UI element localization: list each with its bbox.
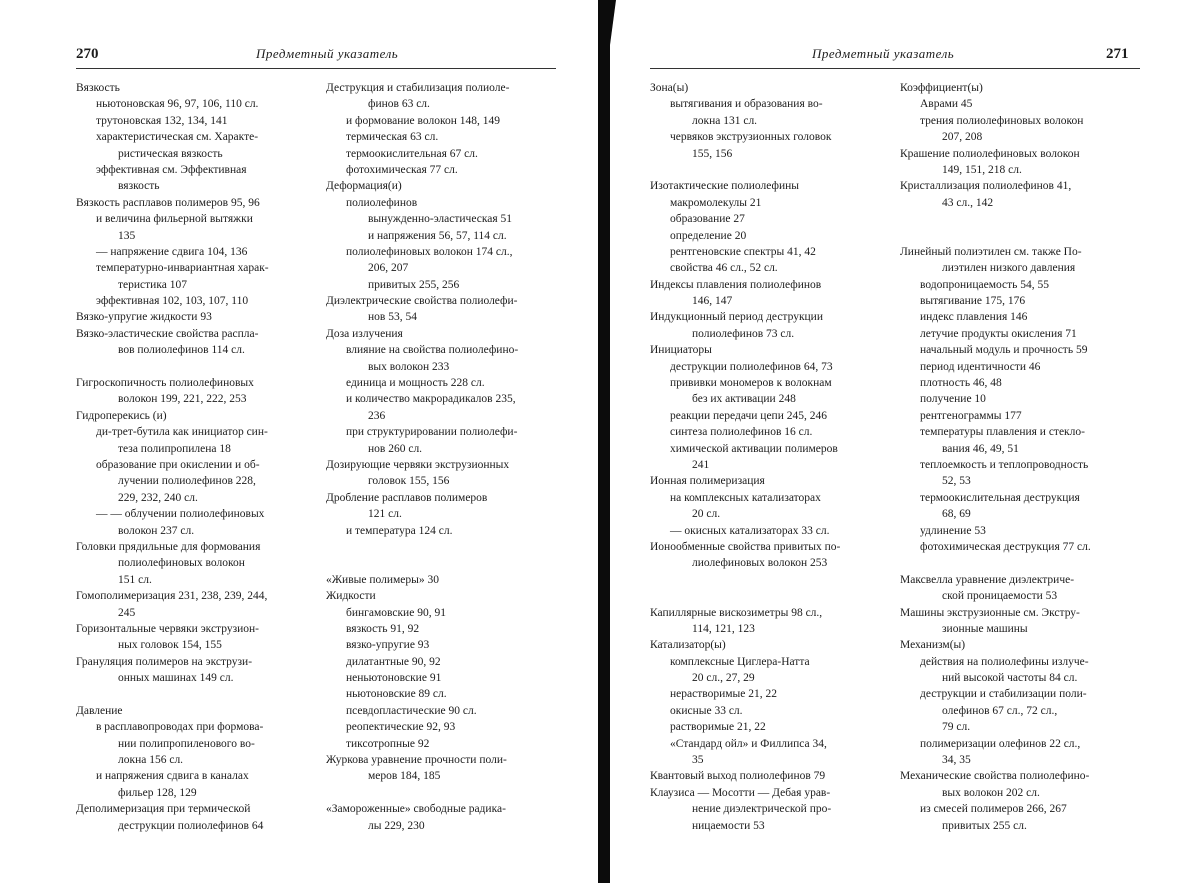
index-subentry: 114, 121, 123 (692, 622, 755, 635)
index-entry: Кристаллизация полиолефинов 41, (900, 180, 1072, 193)
index-subentry: рентгеновские спектры 41, 42 (670, 245, 816, 258)
index-entry: Вязко-эластические свойства распла- (76, 327, 259, 340)
index-subentry: образование 27 (670, 213, 745, 226)
running-header-left: Предметный указатель (256, 46, 399, 61)
page-number-right: 271 (1106, 46, 1129, 62)
index-spacer (76, 359, 308, 375)
index-subentry: локна 156 сл. (118, 754, 184, 767)
index-column-4 (900, 80, 1140, 834)
index-subentry: полиолефинов 73 сл. (692, 327, 795, 340)
index-subentry: растворимые 21, 22 (670, 721, 766, 734)
index-subentry: лиолефиновых волокон 253 (692, 557, 828, 570)
index-subentry: характеристическая см. Характе- (96, 131, 259, 144)
index-subentry: дилатантные 90, 92 (346, 655, 441, 668)
index-entry: Диэлектрические свойства полиолефи- (326, 295, 518, 308)
index-entry: Вязкость (76, 82, 120, 94)
index-spacer (326, 555, 558, 571)
left-page (0, 0, 598, 883)
index-entry: Коэффициент(ы) (900, 82, 983, 94)
index-subentry: прививки мономеров к волокнам (670, 377, 832, 390)
index-subentry: неньютоновские 91 (346, 672, 442, 685)
index-subentry: удлинение 53 (920, 524, 986, 537)
index-subentry: 20 сл. (692, 508, 721, 521)
index-subentry: меров 184, 185 (368, 770, 441, 783)
index-entry: Давление (76, 704, 123, 717)
index-subentry: на комплексных катализаторах (670, 491, 821, 504)
index-subentry: фотохимическая 77 сл. (346, 163, 458, 176)
index-subentry: начальный модуль и прочность 59 (920, 344, 1088, 357)
index-subentry: фильер 128, 129 (118, 786, 197, 799)
right-page (610, 0, 1200, 883)
index-subentry: — окисных катализаторах 33 сл. (670, 524, 830, 537)
index-entry: Гигроскопичность полиолефиновых (76, 377, 254, 390)
index-entry: Индукционный период деструкции (650, 311, 823, 324)
index-subentry: влияние на свойства полиолефино- (346, 344, 519, 357)
index-subentry: нерастворимые 21, 22 (670, 688, 777, 701)
index-subentry: окисные 33 сл. (670, 704, 743, 717)
index-subentry: теристика 107 (118, 278, 187, 291)
index-entry: Журкова уравнение прочности поли- (326, 754, 507, 767)
index-spacer (900, 211, 1140, 227)
index-subentry: 146, 147 (692, 295, 733, 308)
index-spacer (650, 162, 882, 178)
index-subentry: водопроницаемость 54, 55 (920, 278, 1050, 291)
index-subentry: вязкость (118, 180, 160, 193)
index-entry: Горизонтальные червяки экструзион- (76, 622, 259, 635)
index-subentry: ных головок 154, 155 (118, 639, 222, 652)
index-subentry: ний высокой частоты 84 сл. (942, 672, 1078, 685)
index-subentry: 155, 156 (692, 147, 733, 160)
index-entry: Деформация(и) (326, 180, 402, 193)
index-spacer (326, 785, 558, 801)
index-subentry: и напряжения сдвига в каналах (96, 770, 249, 783)
index-subentry: реопектические 92, 93 (346, 721, 456, 734)
index-entry: Ионная полимеризация (650, 475, 765, 488)
index-subentry: вов полиолефинов 114 сл. (118, 344, 245, 357)
index-entry: Механические свойства полиолефино- (900, 770, 1090, 783)
index-entry: Крашение полиолефиновых волокон (900, 147, 1080, 160)
index-subentry: вынужденно-эластическая 51 (368, 213, 513, 226)
index-subentry: Аврами 45 (920, 98, 973, 111)
index-entry: Деполимеризация при термической (76, 803, 251, 816)
index-subentry: термоокислительная деструкция (920, 491, 1080, 504)
index-spacer (650, 572, 882, 588)
index-subentry: и напряжения 56, 57, 114 сл. (368, 229, 507, 242)
index-subentry: финов 63 сл. (368, 98, 430, 111)
index-subentry: волокон 237 сл. (118, 524, 195, 537)
index-subentry: макромолекулы 21 (670, 196, 762, 209)
index-subentry: эффективная см. Эффективная (96, 163, 247, 176)
index-subentry: нение диэлектрической про- (692, 803, 832, 816)
index-subentry: деструкции и стабилизации поли- (920, 688, 1087, 701)
index-subentry: 151 сл. (118, 573, 152, 586)
index-subentry: волокон 199, 221, 222, 253 (118, 393, 247, 406)
header-rule-right (650, 68, 1140, 69)
index-subentry: привитых 255 сл. (942, 819, 1027, 832)
index-subentry: 229, 232, 240 сл. (118, 491, 198, 504)
index-entry: Грануляция полимеров на экструзи- (76, 655, 253, 668)
index-subentry: летучие продукты окисления 71 (920, 327, 1077, 340)
index-subentry: вых волокон 233 (368, 360, 450, 373)
index-subentry: олефинов 67 сл., 72 сл., (942, 704, 1058, 717)
index-subentry: деструкции полиолефинов 64, 73 (670, 360, 833, 373)
index-entry: Квантовый выход полиолефинов 79 (650, 770, 826, 783)
index-subentry: лы 229, 230 (368, 819, 425, 832)
index-subentry: — — облучении полиолефиновых (96, 508, 265, 521)
index-subentry: определение 20 (670, 229, 747, 242)
index-subentry: нов 260 сл. (368, 442, 423, 455)
index-subentry: 43 сл., 142 (942, 196, 994, 209)
index-subentry: полимеризации олефинов 22 сл., (920, 737, 1081, 750)
index-entry: Максвелла уравнение диэлектриче- (900, 573, 1075, 586)
index-subentry: 206, 207 (368, 262, 409, 275)
index-subentry: эффективная 102, 103, 107, 110 (96, 295, 249, 308)
index-entry: Жидкости (326, 590, 376, 603)
index-spacer (326, 539, 558, 555)
index-entry: Катализатор(ы) (650, 639, 726, 652)
index-entry: Капиллярные вискозиметры 98 сл., (650, 606, 823, 619)
book-gutter (598, 0, 610, 883)
index-subentry: зионные машины (942, 622, 1028, 635)
index-subentry: — напряжение сдвига 104, 136 (96, 245, 248, 258)
index-subentry: индекс плавления 146 (920, 311, 1028, 324)
index-subentry: 35 (692, 754, 704, 767)
index-subentry: 207, 208 (942, 131, 983, 144)
index-subentry: лучении полиолефинов 228, (118, 475, 256, 488)
page-number-left: 270 (76, 46, 99, 62)
index-subentry: лиэтилен низкого давления (942, 262, 1076, 275)
index-subentry: ди-трет-бутила как инициатор син- (96, 426, 268, 439)
index-entry: Механизм(ы) (900, 639, 966, 652)
index-subentry: псевдопластические 90 сл. (346, 704, 477, 717)
index-subentry: получение 10 (920, 393, 986, 406)
index-subentry: 79 сл. (942, 721, 971, 734)
index-subentry: единица и мощность 228 сл. (346, 377, 485, 390)
index-subentry: синтеза полиолефинов 16 сл. (670, 426, 813, 439)
index-subentry: 245 (118, 606, 136, 619)
index-entry: Дробление расплавов полимеров (326, 491, 488, 504)
index-spacer (900, 228, 1140, 244)
index-subentry: при структурировании полиолефи- (346, 426, 518, 439)
index-subentry: «Стандард ойл» и Филлипса 34, (670, 737, 827, 750)
index-subentry: термоокислительная 67 сл. (346, 147, 478, 160)
index-subentry: 149, 151, 218 сл. (942, 163, 1022, 176)
index-subentry: комплексные Циглера-Натта (670, 655, 810, 668)
index-subentry: рентгенограммы 177 (920, 409, 1022, 422)
index-subentry: 68, 69 (942, 508, 971, 521)
index-subentry: нии полипропиленового во- (118, 737, 255, 750)
index-entry: Ионообменные свойства привитых по- (650, 540, 841, 553)
index-subentry: трутоновская 132, 134, 141 (96, 114, 228, 127)
index-subentry: 236 (368, 409, 386, 422)
index-subentry: ской проницаемости 53 (942, 590, 1058, 603)
index-entry: Доза излучения (326, 327, 403, 340)
index-entry: Зона(ы) (650, 82, 689, 94)
index-spacer (900, 555, 1140, 571)
index-subentry: свойства 46 сл., 52 сл. (670, 262, 778, 275)
index-subentry: полиолефиновых волокон (118, 557, 245, 570)
index-subentry: головок 155, 156 (368, 475, 450, 488)
index-subentry: червяков экструзионных головок (670, 131, 832, 144)
index-subentry: полиолефиновых волокон 174 сл., (346, 245, 513, 258)
index-subentry: вых волокон 202 сл. (942, 786, 1040, 799)
header-rule-left (76, 68, 556, 69)
index-subentry: ристическая вязкость (118, 147, 223, 160)
index-subentry: 135 (118, 229, 136, 242)
index-column-3 (650, 80, 882, 834)
index-subentry: полиолефинов (346, 196, 418, 209)
index-subentry: термическая 63 сл. (346, 131, 439, 144)
index-subentry: образование при окислении и об- (96, 458, 260, 471)
index-subentry: тиксотропные 92 (346, 737, 430, 750)
index-subentry: онных машинах 149 сл. (118, 672, 234, 685)
index-subentry: температуры плавления и стекло- (920, 426, 1085, 439)
index-entry: Деструкция и стабилизация полиоле- (326, 82, 510, 94)
index-subentry: вытягивание 175, 176 (920, 295, 1026, 308)
index-entry: Дозирующие червяки экструзионных (326, 458, 510, 471)
index-subentry: действия на полиолефины излуче- (920, 655, 1089, 668)
index-entry: Гомополимеризация 231, 238, 239, 244, (76, 590, 268, 603)
index-entry: Машины экструзионные см. Экстру- (900, 606, 1080, 619)
index-entry: Вязко-упругие жидкости 93 (76, 311, 212, 324)
index-subentry: ньютоновские 89 сл. (346, 688, 447, 701)
index-entry: Инициаторы (650, 344, 712, 357)
index-column-2 (326, 80, 558, 834)
index-subentry: теза полипропилена 18 (118, 442, 231, 455)
index-subentry: температурно-инвариантная харак- (96, 262, 269, 275)
index-subentry: реакции передачи цепи 245, 246 (670, 409, 827, 422)
index-entry: Линейный полиэтилен см. также По- (900, 245, 1082, 258)
index-subentry: 52, 53 (942, 475, 971, 488)
index-subentry: трения полиолефиновых волокон (920, 114, 1084, 127)
index-subentry: и формование волокон 148, 149 (346, 114, 500, 127)
index-entry: «Замороженные» свободные радика- (326, 803, 506, 816)
index-subentry: деструкции полиолефинов 64 (118, 819, 264, 832)
index-subentry: и величина фильерной вытяжки (96, 213, 253, 226)
index-subentry: теплоемкость и теплопроводность (920, 458, 1089, 471)
index-subentry: фотохимическая деструкция 77 сл. (920, 540, 1091, 553)
index-entry: Индексы плавления полиолефинов (650, 278, 822, 291)
index-entry: «Живые полимеры» 30 (326, 573, 439, 586)
index-subentry: вания 46, 49, 51 (942, 442, 1019, 455)
index-spacer (650, 588, 882, 604)
index-subentry: из смесей полимеров 266, 267 (920, 803, 1067, 816)
index-subentry: локна 131 сл. (692, 114, 758, 127)
index-subentry: химической активации полимеров (670, 442, 838, 455)
index-entry: Гидроперекись (и) (76, 409, 167, 422)
index-subentry: 241 (692, 458, 710, 471)
index-subentry: ньютоновская 96, 97, 106, 110 сл. (96, 98, 259, 111)
index-subentry: 20 сл., 27, 29 (692, 672, 755, 685)
index-subentry: и количество макрорадикалов 235, (346, 393, 516, 406)
running-header-right: Предметный указатель (812, 46, 955, 61)
index-subentry: ницаемости 53 (692, 819, 765, 832)
index-column-1 (76, 80, 308, 834)
index-entry: Изотактические полиолефины (650, 180, 799, 193)
index-subentry: привитых 255, 256 (368, 278, 460, 291)
index-subentry: вязкость 91, 92 (346, 622, 420, 635)
index-subentry: 34, 35 (942, 754, 971, 767)
index-subentry: 121 сл. (368, 508, 402, 521)
index-subentry: бингамовские 90, 91 (346, 606, 446, 619)
index-subentry: вязко-упругие 93 (346, 639, 430, 652)
index-subentry: в расплавопроводах при формова- (96, 721, 264, 734)
index-subentry: без их активации 248 (692, 393, 796, 406)
index-entry: Клаузиса — Мосотти — Дебая урав- (650, 786, 831, 799)
index-subentry: нов 53, 54 (368, 311, 417, 324)
index-spacer (76, 686, 308, 702)
index-entry: Головки прядильные для формования (76, 540, 261, 553)
index-subentry: и температура 124 сл. (346, 524, 453, 537)
index-entry: Вязкость расплавов полимеров 95, 96 (76, 196, 260, 209)
index-subentry: плотность 46, 48 (920, 377, 1002, 390)
index-subentry: вытягивания и образования во- (670, 98, 823, 111)
index-subentry: период идентичности 46 (920, 360, 1041, 373)
